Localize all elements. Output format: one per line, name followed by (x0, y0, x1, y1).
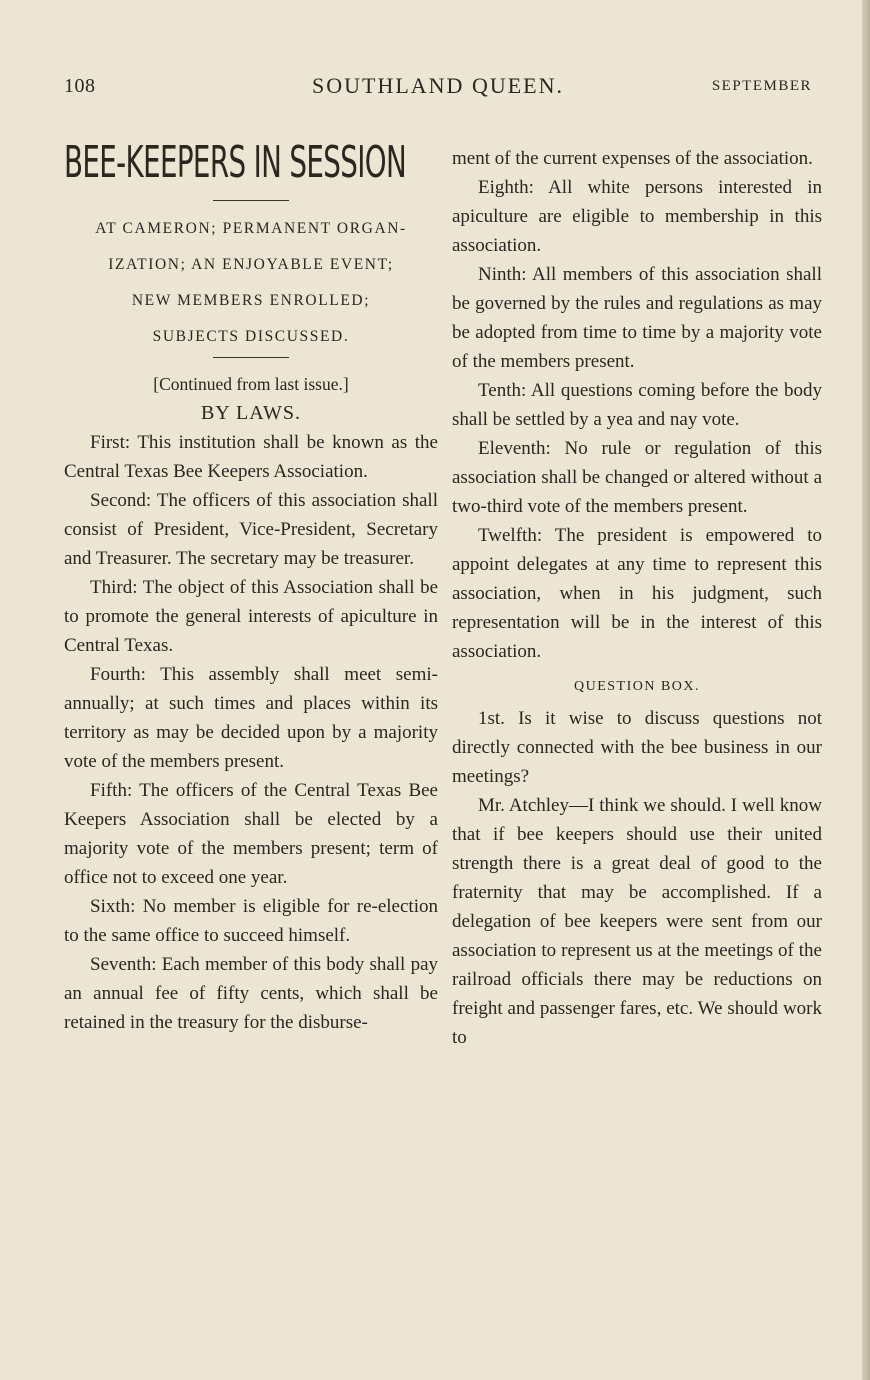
continued-note: [Continued from last issue.] (153, 374, 349, 394)
answer-atchley: Mr. Atchley—I think we should. I well know that if bee keepers should use their united strength there is a great deal of good to the fraternity that may be accomplished. If a delegation of bee keepers were sent from our association to represent us at the meetings of the railroad officials there may be reductions on freight and passenger fares, etc. We should work to (452, 795, 822, 1048)
running-header (64, 73, 812, 105)
subheading-line-4: SUBJECTS DISCUSSED. (152, 328, 350, 345)
bylaw-seventh-continued: ment of the current expenses of the association. (452, 148, 813, 169)
bylaw-first: First: This institution shall be known as the Central Texas Bee Keepers Association. (64, 432, 438, 482)
bylaw-seventh: Seventh: Each member of this body shall pay an annual fee of fifty cents, which shall be retained in the treasury for the disburse- (64, 954, 438, 1033)
question-box-heading: QUESTION BOX. (573, 679, 701, 694)
bylaw-tenth: Tenth: All questions coming before the body shall be settled by a yea and nay vote. (452, 380, 822, 430)
subheading-rule (213, 357, 289, 358)
bylaw-third: Third: The object of this Association shall be to promote the general interests of apiculture in Central Texas. (64, 577, 438, 656)
bylaw-fourth: Fourth: This assembly shall meet semi-annually; at such times and places within its territory as may be decided upon by a majority vote of the members present. (64, 664, 438, 772)
page-edge (862, 0, 870, 1380)
bylaw-fifth: Fifth: The officers of the Central Texas Bee Keepers Association shall be elected by a majority vote of the members present; term of office not to exceed one year. (64, 780, 438, 888)
subheading-line-3: NEW MEMBERS ENROLLED; (131, 292, 371, 309)
right-column (452, 144, 822, 1052)
bylaw-sixth: Sixth: No member is eligible for re-election to the same office to succeed himself. (64, 896, 438, 946)
journal-title: SOUTHLAND QUEEN. (312, 73, 564, 98)
page-number: 108 (64, 75, 96, 97)
header-month: SEPTEMBER (711, 78, 812, 94)
subheading-line-1: AT CAMERON; PERMANENT ORGAN- (95, 220, 407, 237)
bylaw-twelfth: Twelfth: The president is empowered to appoint delegates at any time to represent this association, when in his judgment, such representation will be in the interest of this association. (452, 525, 822, 662)
bylaw-ninth: Ninth: All members of this association shall be governed by the rules and regulations as may be adopted from time to time by a majority vote of the members present. (452, 264, 822, 372)
bylaw-eighth: Eighth: All white persons interested in apiculture are eligible to membership in this association. (452, 177, 822, 256)
headline-rule (213, 200, 289, 201)
left-column (64, 138, 438, 1037)
bylaws-heading: BY LAWS. (200, 402, 302, 424)
subheading-line-2: IZATION; AN ENJOYABLE EVENT; (108, 256, 394, 273)
question-first: 1st. Is it wise to discuss questions not directly connected with the bee business in our meetings? (452, 708, 822, 787)
bylaw-eleventh: Eleventh: No rule or regulation of this association shall be changed or altered without a two-third vote of the members present. (452, 438, 822, 517)
bylaw-second: Second: The officers of this association shall consist of President, Vice-President, Secretary and Treasurer. The secretary may be treasurer. (64, 490, 438, 569)
article-headline: BEE-KEEPERS IN SESSION (64, 137, 407, 188)
